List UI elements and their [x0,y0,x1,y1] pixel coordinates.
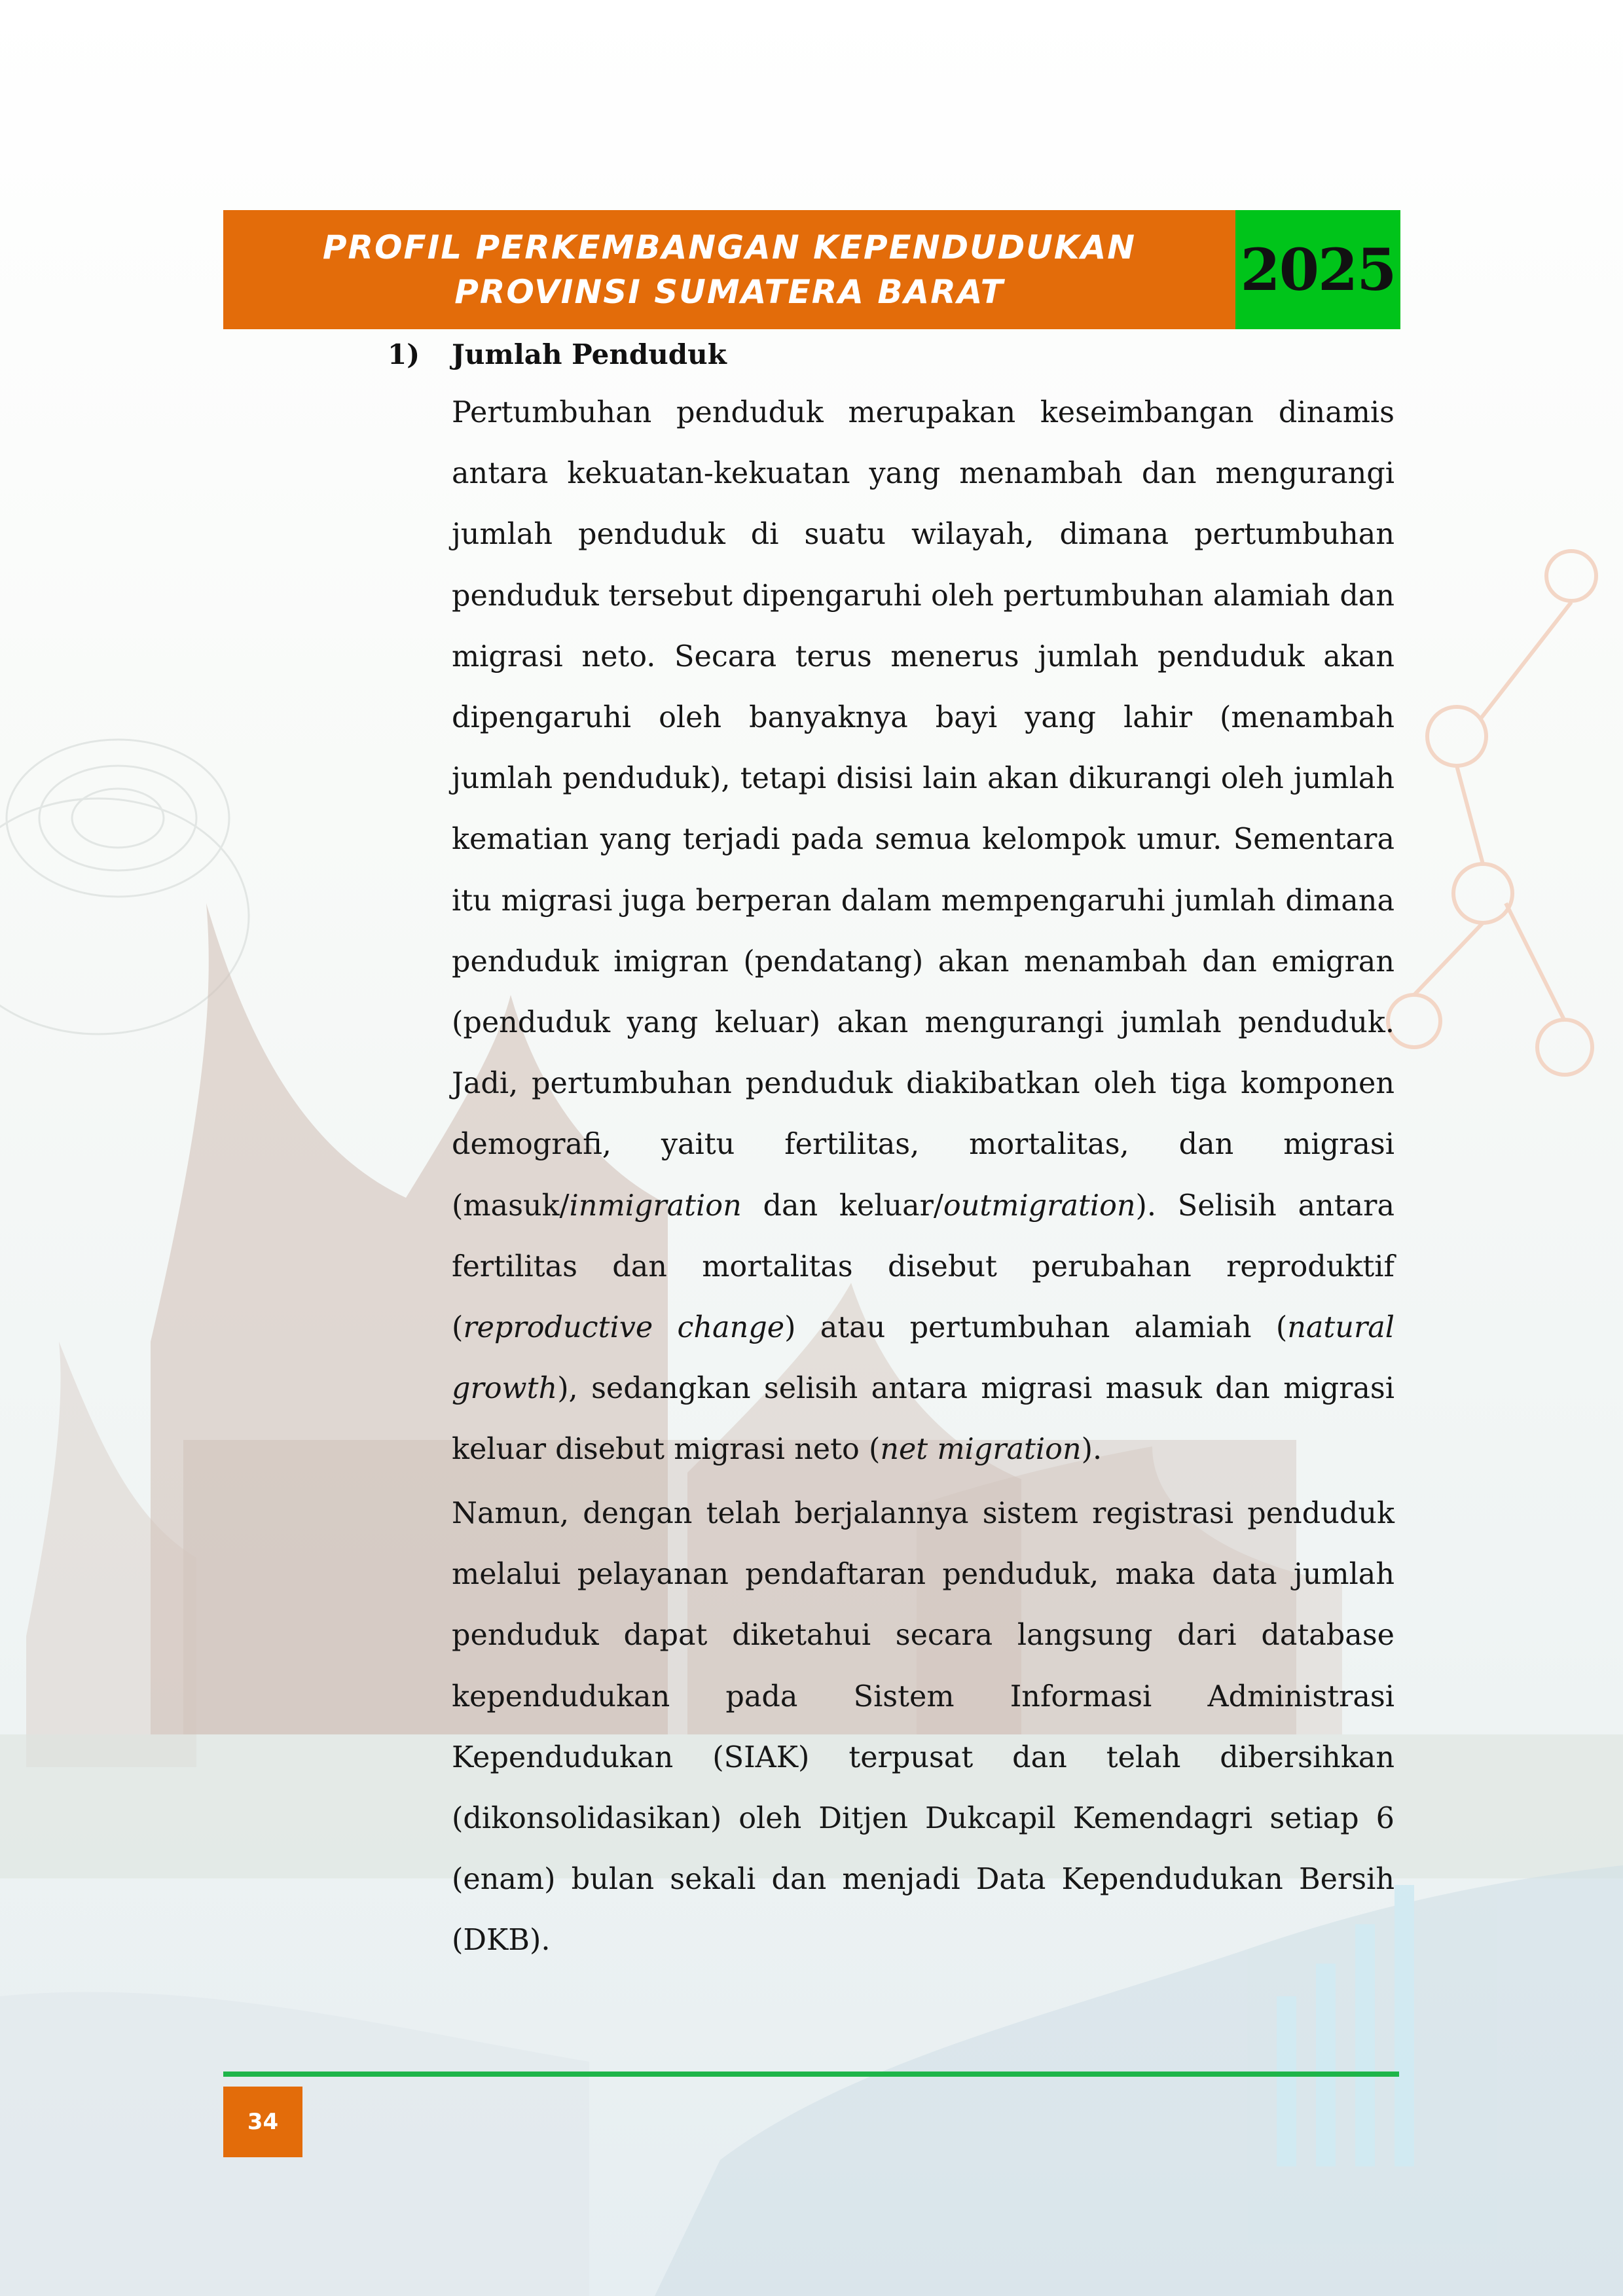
italic-term: inmigration [569,1189,742,1223]
document-header [223,210,1235,329]
text-run: ). Selisih antara fertilitas dan mortalitas disebut perubahan reproduktif ( [452,1189,1395,1345]
page-number: 34 [247,2109,279,2135]
italic-term: reproductive change [463,1311,785,1345]
footer-divider [223,2072,1399,2077]
italic-term: net migration [880,1433,1082,1467]
italic-term: natural growth [452,1311,1395,1406]
header-title-line-2: PROVINSI SUMATERA BARAT [454,273,1004,311]
italic-term: outmigration [943,1189,1136,1223]
section-heading [388,331,727,378]
section-title: Jumlah Penduduk [452,338,727,370]
text-run: ). [1081,1433,1103,1467]
section-number: 1) [388,338,420,370]
header-title-line-1: PROFIL PERKEMBANGAN KEPENDUDUKAN [322,228,1137,266]
page-number-badge [223,2087,302,2157]
text-run: ), sedangkan selisih antara migrasi masuk dan migrasi keluar disebut migrasi neto ( [452,1372,1395,1467]
text-run: Pertumbuhan penduduk merupakan keseimbangan dinamis antara kekuatan-kekuatan yang menambah dan mengurangi jumlah penduduk di suatu wilayah, dimana pertumbuhan penduduk tersebut dipengaruhi oleh pertumbuhan alamiah dan migrasi neto. Secara terus menerus jumlah penduduk akan dipengaruhi oleh banyaknya bayi yang lahir (menambah jumlah penduduk), tetapi disisi lain akan dikurangi oleh jumlah kematian yang terjadi pada semua kelompok umur. Sementara itu migrasi juga berperan dalam mempengaruhi jumlah dimana penduduk imigran (pendatang) akan menambah dan emigran (penduduk yang keluar) akan mengurangi jumlah penduduk. Jadi, pertumbuhan penduduk diakibatkan oleh tiga komponen demografi, yaitu fertilitas, mortalitas, dan migrasi (masuk/ [452,396,1395,1223]
text-run: dan keluar/ [741,1189,943,1223]
text-run: ) atau pertumbuhan alamiah ( [784,1311,1288,1345]
year-badge [1235,210,1400,329]
year-text: 2025 [1240,236,1396,304]
body-paragraph-1 [452,382,1395,1480]
body-paragraph-2: Namun, dengan telah berjalannya sistem registrasi penduduk melalui pelayanan pendaftaran penduduk, maka data jumlah penduduk dapat diketahui secara langsung dari database kependudukan pada Sistem Informasi Administrasi Kependudukan (SIAK) terpusat dan telah dibersihkan (dikonsolidasikan) oleh Ditjen Dukcapil Kemendagri setiap 6 (enam) bulan sekali dan menjadi Data Kependudukan Bersih (DKB). [452,1497,1395,1958]
